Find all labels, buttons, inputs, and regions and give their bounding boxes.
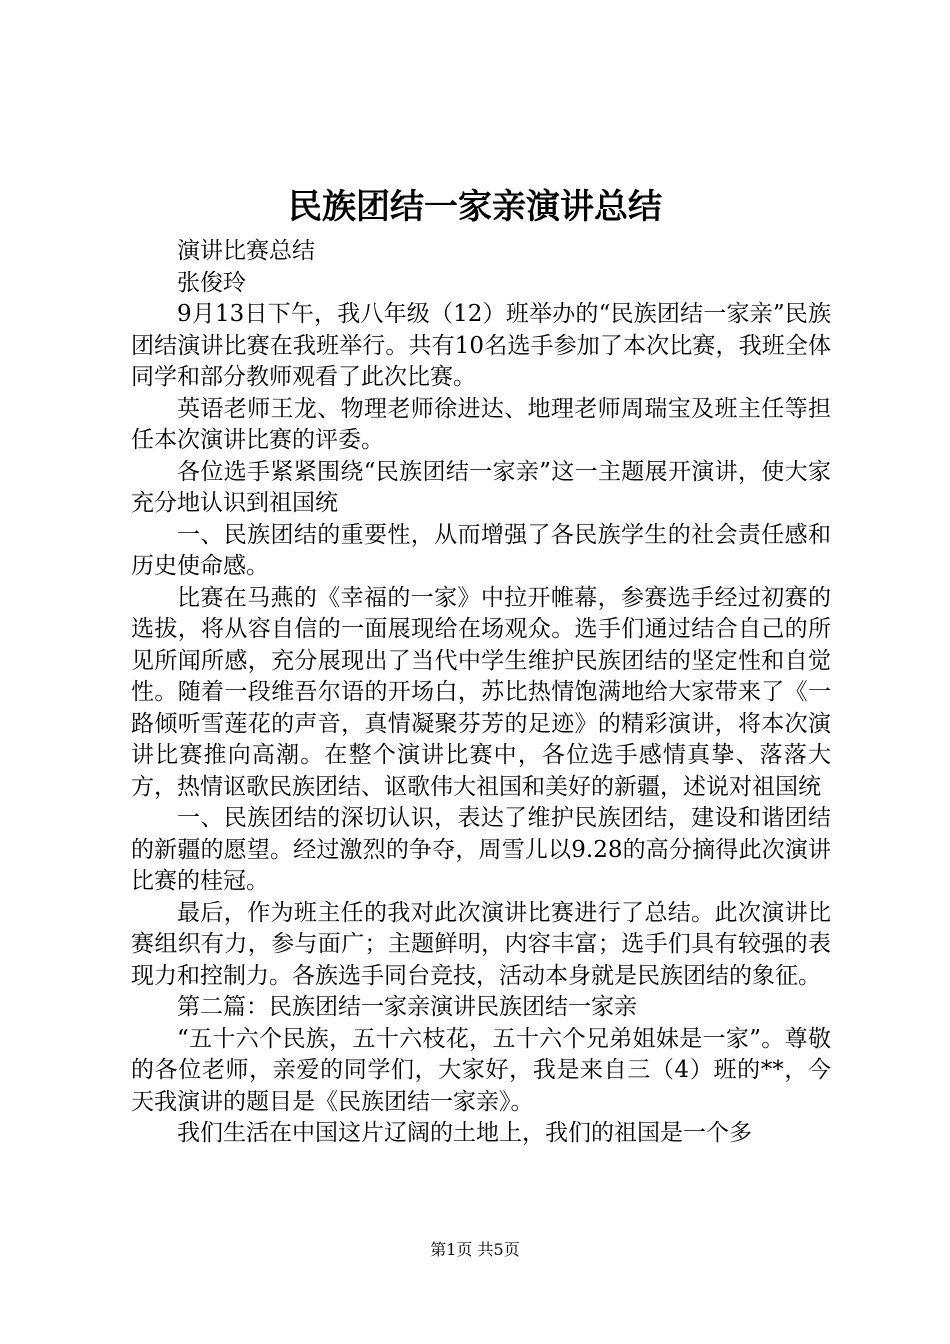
paragraph: 我们生活在中国这片辽阔的土地上，我们的祖国是一个多 [177, 1120, 752, 1146]
document-body [131, 236, 831, 1150]
page-number-footer: 第1页 共5页 [430, 1240, 520, 1259]
paragraph-subtitle: 演讲比赛总结 [177, 238, 315, 264]
paragraph: 英语老师王龙、物理老师徐进达、地理老师周瑞宝及班主任等担任本次演讲比赛的评委。 [131, 395, 831, 453]
paragraph: 一、民族团结的重要性，从而增强了各民族学生的社会责任感和历史使命感。 [131, 521, 831, 579]
paragraph: 各位选手紧紧围绕“民族团结一家亲”这一主题展开演讲，使大家充分地认识到祖国统 [131, 458, 831, 516]
paragraph: 比赛在马燕的《幸福的一家》中拉开帷幕，参赛选手经过初赛的选拔，将从容自信的一面展现给在场观众。选手们通过结合自己的所见所闻所感，充分展现出了当代中学生维护民族团结的坚定性和自觉性。随着一段维吾尔语的开场白，苏比热情饱满地给大家带来了《一路倾听雪莲花的声音，真情凝聚芬芳的足迹》的精彩演讲，将本次演讲比赛推向高潮。在整个演讲比赛中，各位选手感情真挚、落落大方，热情讴歌民族团结、讴歌伟大祖国和美好的新疆，述说对祖国统 [131, 584, 831, 800]
paragraph: “五十六个民族，五十六枝花，五十六个兄弟姐妹是一家”。尊敬的各位老师，亲爱的同学们，大家好，我是来自三（4）班的**，今天我演讲的题目是《民族团结一家亲》。 [131, 1025, 831, 1115]
paragraph: 9月13日下午，我八年级（12）班举办的“民族团结一家亲”民族团结演讲比赛在我班举行。共有10名选手参加了本次比赛，我班全体同学和部分教师观看了此次比赛。 [131, 301, 831, 390]
paragraph: 一、民族团结的深切认识，表达了维护民族团结，建设和谐团结的新疆的愿望。经过激烈的争夺，周雪儿以9.28的高分摘得此次演讲比赛的桂冠。 [131, 805, 831, 894]
paragraph-author: 张俊玲 [177, 269, 246, 296]
section-heading: 第二篇：民族团结一家亲演讲民族团结一家亲 [177, 994, 637, 1020]
document-title: 民族团结一家亲演讲总结 [288, 187, 662, 227]
paragraph: 最后，作为班主任的我对此次演讲比赛进行了总结。此次演讲比赛组织有力，参与面广；主题鲜明，内容丰富；选手们具有较强的表现力和控制力。各族选手同台竞技，活动本身就是民族团结的象征。 [131, 899, 831, 989]
